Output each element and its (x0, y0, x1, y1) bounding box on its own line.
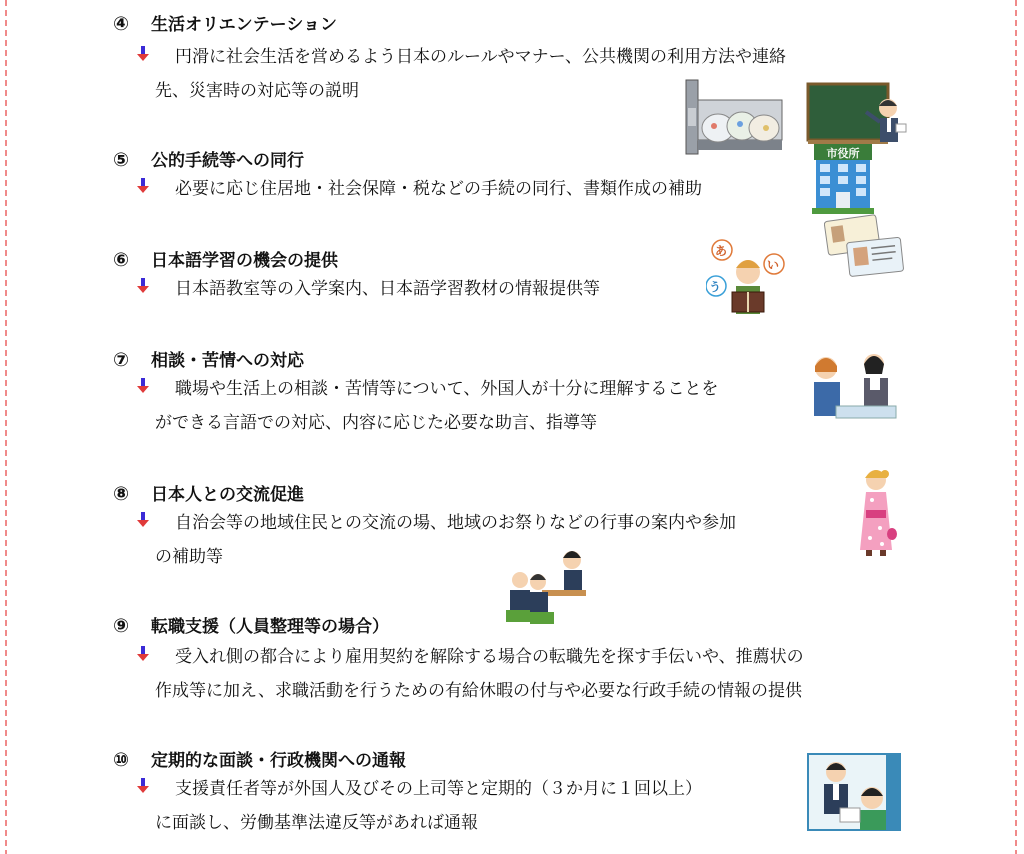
description-line: の補助等 (155, 547, 223, 567)
description-line: 受入れ側の都合により雇用契約を解除する場合の転職先を探す手伝いや、推薦状の (175, 647, 804, 667)
page-border-left (5, 0, 7, 854)
city-hall-sign: 市役所 (826, 147, 860, 160)
festival-yukata-illustration (852, 466, 900, 558)
section-title: 公的手続等への同行 (151, 151, 304, 171)
section-title: 生活オリエンテーション (151, 15, 337, 35)
bullet-icon (135, 778, 151, 794)
bubble-a: あ (715, 244, 728, 258)
section-title: 日本人との交流促進 (151, 485, 304, 505)
bullet-icon (135, 178, 151, 194)
bullet-icon (135, 278, 151, 294)
section-number: ④ (113, 13, 130, 35)
section-number: ⑥ (113, 249, 130, 271)
id-cards-illustration (824, 214, 904, 278)
section-heading (113, 146, 304, 171)
section-heading (113, 746, 406, 771)
description-line: 作成等に加え、求職活動を行うための有給休暇の付与や必要な行政手続の情報の提供 (155, 681, 803, 701)
section-description (135, 772, 895, 840)
description-line: 職場や生活上の相談・苦情等について、外国人が十分に理解することを (175, 379, 719, 399)
section-description (135, 172, 895, 206)
garbage-sorting-illustration (684, 78, 784, 158)
description-line: に面談し、労働基準法違反等があれば通報 (155, 813, 478, 833)
job-interview-illustration (502, 544, 590, 628)
section-number: ⑧ (113, 483, 130, 505)
section-number: ⑩ (113, 749, 130, 771)
section-heading (113, 346, 304, 371)
section-number: ⑨ (113, 615, 130, 637)
bubble-u: う (709, 280, 722, 294)
periodic-interview-illustration (806, 752, 902, 832)
description-line: 支援責任者等が外国人及びその上司等と定期的（３か月に１回以上） (175, 779, 702, 799)
section-title: 相談・苦情への対応 (151, 351, 304, 371)
section-heading (113, 612, 389, 637)
description-line: 先、災害時の対応等の説明 (155, 81, 359, 101)
section-heading (113, 10, 337, 35)
bullet-icon (135, 512, 151, 528)
section-title: 定期的な面談・行政機関への通報 (151, 751, 406, 771)
section-description (135, 640, 895, 708)
description-line: 円滑に社会生活を営めるよう日本のルールやマナー、公共機関の利用方法や連絡 (175, 47, 786, 67)
description-line: 必要に応じ住居地・社会保障・税などの手続の同行、書類作成の補助 (175, 179, 702, 199)
section-number: ⑤ (113, 149, 130, 171)
description-line: ができる言語での対応、内容に応じた必要な助言、指導等 (155, 413, 597, 433)
bullet-icon (135, 378, 151, 394)
section-title: 転職支援（人員整理等の場合） (151, 617, 389, 637)
description-line: 自治会等の地域住民との交流の場、地域のお祭りなどの行事の案内や参加 (175, 513, 736, 533)
city-hall-illustration (812, 144, 874, 214)
section-heading (113, 246, 338, 271)
section-number: ⑦ (113, 349, 130, 371)
description-line: 日本語教室等の入学案内、日本語学習教材の情報提供等 (175, 279, 600, 299)
bullet-icon (135, 46, 151, 62)
japanese-study-illustration (706, 238, 790, 322)
section-title: 日本語学習の機会の提供 (151, 251, 338, 271)
page-border-right (1015, 0, 1017, 854)
section-description (135, 372, 895, 440)
section-heading (113, 480, 304, 505)
consultation-illustration (806, 346, 902, 422)
bubble-i: い (767, 258, 780, 272)
bullet-icon (135, 646, 151, 662)
